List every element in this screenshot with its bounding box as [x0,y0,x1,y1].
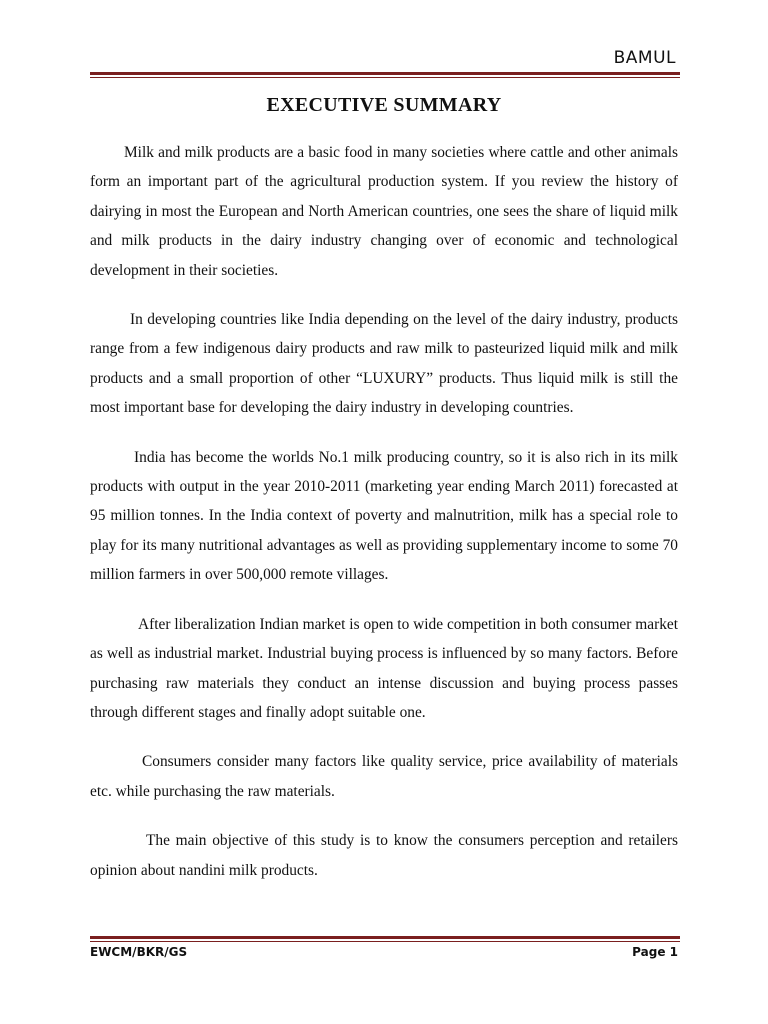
paragraph-5: Consumers consider many factors like quality service, price availability of materials etc. while purchasing the raw materials. [90,753,678,800]
body-text [90,138,678,905]
header-rule-thin [90,77,680,78]
footer-code: EWCM/BKR/GS [90,945,188,959]
footer-rule [90,936,680,942]
paragraph-2: In developing countries like India depending on the level of the dairy industry, products range from a few indigenous dairy products and raw milk to pasteurized liquid milk and milk products and a small proportion of other “LUXURY” products. Thus liquid milk is still the most important base for developing the dairy industry in developing countries. [90,311,678,417]
page-number: Page 1 [632,945,678,959]
paragraph-6: The main objective of this study is to know the consumers perception and retailers opinion about nandini milk products. [90,832,678,879]
header-rule [90,72,680,78]
paragraph-4: After liberalization Indian market is open to wide competition in both consumer market as well as industrial market. Industrial buying process is influenced by so many factors. Before purchasing raw materials they conduct an intense discussion and buying process passes through different stages and finally adopt suitable one. [90,615,678,721]
paragraph-3: India has become the worlds No.1 milk producing country, so it is also rich in its milk products with output in the year 2010-2011 (marketing year ending March 2011) forecasted at 95 million tonnes. In the India context of poverty and malnutrition, milk has a special role to play for its many nutritional advantages as well as providing supplementary income to some 70 million farmers in over 500,000 remote villages. [90,448,678,584]
footer-rule-thick [90,936,680,939]
paragraph-1: Milk and milk products are a basic food in many societies where cattle and other animals form an important part of the agricultural production system. If you review the history of dairying in most the European and North American countries, one sees the share of liquid milk and milk products in the dairy industry changing over of economic and technological development in their societies. [90,144,678,279]
page-title: EXECUTIVE SUMMARY [266,94,502,116]
header-title: BAMUL [613,48,676,68]
footer-rule-thin [90,941,680,942]
header-rule-thick [90,72,680,75]
